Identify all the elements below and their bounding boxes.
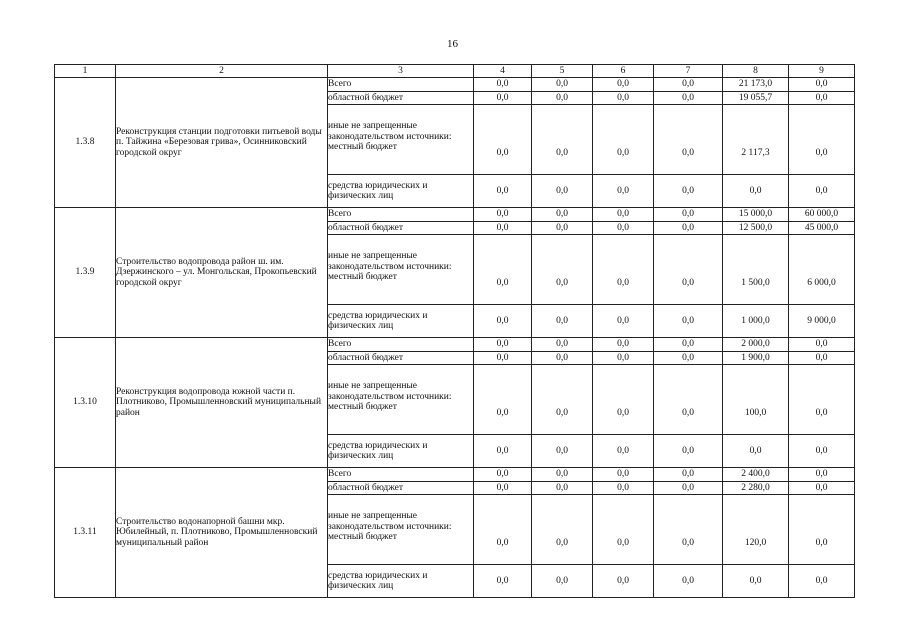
column-header: 7 — [654, 65, 723, 78]
value-text: 0,0 — [815, 407, 828, 418]
value-cell — [723, 365, 789, 435]
funding-row-total — [55, 208, 855, 222]
value-text: 100,0 — [744, 407, 767, 418]
value-cell: 0,0 — [654, 565, 723, 598]
source-label: средства юридических и физических лиц — [328, 435, 474, 468]
value-text: 0,0 — [617, 407, 629, 418]
value-cell: 0,0 — [532, 338, 593, 352]
value-cell: 45 000,0 — [789, 222, 855, 235]
value-text: 0,0 — [617, 537, 629, 548]
value-cell: 0,0 — [474, 352, 532, 365]
value-cell: 9 000,0 — [789, 305, 855, 338]
source-label: Всего — [328, 338, 474, 352]
value-cell: 0,0 — [474, 468, 532, 482]
value-cell: 0,0 — [474, 305, 532, 338]
source-label-text: иные не запрещенные законодательством источники: местный бюджет — [328, 121, 452, 153]
value-cell: 0,0 — [654, 208, 723, 222]
value-text: 0,0 — [682, 147, 694, 158]
value-cell — [532, 105, 593, 175]
value-cell: 0,0 — [654, 352, 723, 365]
value-cell — [532, 495, 593, 565]
source-label: средства юридических и физических лиц — [328, 175, 474, 208]
value-text: 0,0 — [496, 537, 509, 548]
table-body — [55, 78, 855, 598]
value-cell: 0,0 — [593, 222, 654, 235]
value-cell: 0,0 — [723, 435, 789, 468]
source-label — [328, 235, 474, 305]
source-label: областной бюджет — [328, 482, 474, 495]
value-cell: 0,0 — [532, 78, 593, 92]
value-cell: 0,0 — [654, 338, 723, 352]
column-header: 3 — [328, 65, 474, 78]
item-name: Строительство водопровода район ш. им. Дзержинского – ул. Монгольская, Прокопьевский городской округ — [116, 208, 328, 338]
source-label: средства юридических и физических лиц — [328, 305, 474, 338]
value-cell: 0,0 — [532, 352, 593, 365]
value-text: 0,0 — [496, 277, 509, 288]
value-cell: 0,0 — [789, 92, 855, 105]
value-cell — [474, 365, 532, 435]
value-cell: 0,0 — [654, 468, 723, 482]
value-text: 2 117,3 — [741, 147, 770, 158]
value-cell: 0,0 — [654, 435, 723, 468]
item-number: 1.3.10 — [55, 338, 116, 468]
value-cell: 0,0 — [654, 78, 723, 92]
source-label — [328, 105, 474, 175]
item-name: Строительство водонапорной башни мкр. Юбилейный, п. Плотниково, Промышленновский муниципальный район — [116, 468, 328, 598]
item-name: Реконструкция водопровода южной части п. Плотниково, Промышленновский муниципальный район — [116, 338, 328, 468]
source-label: Всего — [328, 468, 474, 482]
value-cell — [654, 495, 723, 565]
value-text: 0,0 — [556, 537, 568, 548]
value-text: 0,0 — [496, 407, 509, 418]
value-text: 0,0 — [682, 537, 694, 548]
value-text: 0,0 — [617, 277, 629, 288]
value-text: 6 000,0 — [807, 277, 836, 288]
value-text: 0,0 — [556, 407, 568, 418]
value-cell — [789, 235, 855, 305]
value-text: 0,0 — [815, 537, 828, 548]
value-cell — [723, 495, 789, 565]
item-number: 1.3.9 — [55, 208, 116, 338]
value-cell: 0,0 — [474, 208, 532, 222]
value-cell: 0,0 — [532, 175, 593, 208]
value-cell: 0,0 — [593, 78, 654, 92]
value-cell: 0,0 — [723, 175, 789, 208]
value-cell: 12 500,0 — [723, 222, 789, 235]
value-cell — [474, 235, 532, 305]
value-cell: 1 900,0 — [723, 352, 789, 365]
value-cell: 1 000,0 — [723, 305, 789, 338]
column-header: 9 — [789, 65, 855, 78]
value-cell — [593, 105, 654, 175]
value-cell — [474, 105, 532, 175]
value-text: 0,0 — [496, 147, 509, 158]
value-cell: 0,0 — [654, 482, 723, 495]
value-cell: 0,0 — [593, 482, 654, 495]
value-cell — [789, 365, 855, 435]
value-cell: 0,0 — [474, 175, 532, 208]
value-cell: 0,0 — [532, 468, 593, 482]
value-cell — [789, 495, 855, 565]
value-cell — [654, 235, 723, 305]
value-cell — [593, 495, 654, 565]
value-cell — [723, 105, 789, 175]
value-cell: 0,0 — [593, 565, 654, 598]
value-cell: 0,0 — [723, 565, 789, 598]
value-cell: 0,0 — [654, 175, 723, 208]
item-number: 1.3.11 — [55, 468, 116, 598]
value-text: 0,0 — [815, 147, 828, 158]
funding-table — [54, 64, 855, 598]
value-cell — [789, 105, 855, 175]
column-header: 5 — [532, 65, 593, 78]
value-cell: 0,0 — [789, 468, 855, 482]
source-label-text: иные не запрещенные законодательством источники: местный бюджет — [328, 381, 452, 413]
funding-row-total — [55, 338, 855, 352]
value-cell: 0,0 — [532, 222, 593, 235]
value-cell: 0,0 — [593, 435, 654, 468]
value-cell: 0,0 — [593, 338, 654, 352]
value-text: 0,0 — [617, 147, 629, 158]
value-cell: 0,0 — [789, 175, 855, 208]
column-header: 1 — [55, 65, 116, 78]
value-cell: 0,0 — [532, 92, 593, 105]
header-row — [55, 65, 855, 78]
value-cell: 0,0 — [789, 338, 855, 352]
value-cell: 0,0 — [474, 338, 532, 352]
column-header: 8 — [723, 65, 789, 78]
value-cell — [654, 105, 723, 175]
source-label: Всего — [328, 78, 474, 92]
value-cell: 0,0 — [474, 435, 532, 468]
value-cell — [593, 365, 654, 435]
value-cell: 0,0 — [593, 208, 654, 222]
source-label: средства юридических и физических лиц — [328, 565, 474, 598]
source-label — [328, 495, 474, 565]
value-text: 0,0 — [682, 277, 694, 288]
value-cell: 0,0 — [474, 78, 532, 92]
value-cell — [532, 235, 593, 305]
value-cell: 15 000,0 — [723, 208, 789, 222]
column-header: 4 — [474, 65, 532, 78]
value-text: 120,0 — [744, 537, 767, 548]
value-text: 1 500,0 — [741, 277, 770, 288]
value-cell: 0,0 — [532, 208, 593, 222]
value-text: 0,0 — [556, 147, 568, 158]
value-cell: 0,0 — [789, 482, 855, 495]
value-cell: 0,0 — [593, 305, 654, 338]
value-cell: 0,0 — [654, 222, 723, 235]
value-cell — [723, 235, 789, 305]
funding-row-total — [55, 468, 855, 482]
value-cell: 0,0 — [593, 175, 654, 208]
value-cell: 0,0 — [474, 222, 532, 235]
page-number: 16 — [447, 38, 458, 50]
value-cell: 2 000,0 — [723, 338, 789, 352]
value-cell: 60 000,0 — [789, 208, 855, 222]
value-cell: 0,0 — [532, 305, 593, 338]
source-label-text: иные не запрещенные законодательством источники: местный бюджет — [328, 251, 452, 283]
source-label: областной бюджет — [328, 222, 474, 235]
column-header: 6 — [593, 65, 654, 78]
source-label-text: иные не запрещенные законодательством источники: местный бюджет — [328, 511, 452, 543]
value-cell: 0,0 — [593, 92, 654, 105]
value-cell — [593, 235, 654, 305]
value-cell: 0,0 — [593, 468, 654, 482]
value-cell: 0,0 — [532, 435, 593, 468]
source-label: Всего — [328, 208, 474, 222]
source-label: областной бюджет — [328, 352, 474, 365]
value-cell: 0,0 — [532, 565, 593, 598]
value-cell: 0,0 — [789, 352, 855, 365]
source-label — [328, 365, 474, 435]
item-number: 1.3.8 — [55, 78, 116, 208]
value-cell: 0,0 — [654, 92, 723, 105]
value-cell: 0,0 — [474, 482, 532, 495]
column-header: 2 — [116, 65, 328, 78]
value-cell: 0,0 — [474, 92, 532, 105]
value-cell: 0,0 — [532, 482, 593, 495]
value-cell: 21 173,0 — [723, 78, 789, 92]
value-cell: 19 055,7 — [723, 92, 789, 105]
value-text: 0,0 — [682, 407, 694, 418]
value-cell: 2 280,0 — [723, 482, 789, 495]
value-cell: 0,0 — [789, 78, 855, 92]
value-cell — [654, 365, 723, 435]
value-cell: 0,0 — [789, 435, 855, 468]
value-cell — [474, 495, 532, 565]
funding-row-total — [55, 78, 855, 92]
value-cell — [532, 365, 593, 435]
value-cell: 0,0 — [654, 305, 723, 338]
value-cell: 0,0 — [593, 352, 654, 365]
source-label: областной бюджет — [328, 92, 474, 105]
value-text: 0,0 — [556, 277, 568, 288]
value-cell: 2 400,0 — [723, 468, 789, 482]
value-cell: 0,0 — [474, 565, 532, 598]
value-cell: 0,0 — [789, 565, 855, 598]
item-name: Реконструкция станции подготовки питьевой воды п. Тайжина «Березовая грива», Осинниковский городской округ — [116, 78, 328, 208]
